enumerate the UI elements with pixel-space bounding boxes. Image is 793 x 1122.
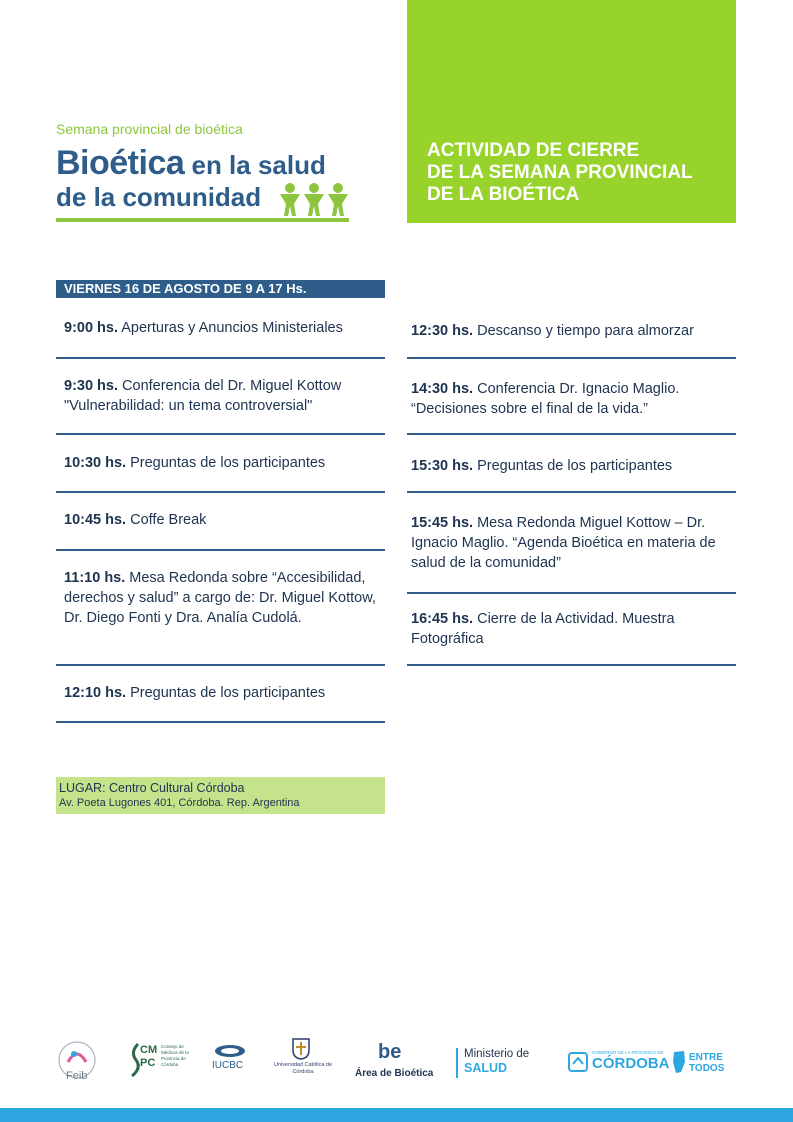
- schedule-item: 12:10 hs. Preguntas de los participantes: [64, 685, 326, 701]
- divider: [56, 357, 385, 359]
- cmpc-logo: CMPC Consejo de Médicos de la Provincia de Córdoba: [128, 1042, 188, 1082]
- schedule-item: 9:00 hs. Aperturas y Anuncios Ministeriales: [64, 320, 343, 336]
- divider: [56, 721, 385, 723]
- title-en-la-salud: en la salud: [184, 150, 326, 180]
- divider: [56, 549, 385, 551]
- venue-box: [56, 777, 385, 814]
- divider: [407, 433, 736, 435]
- schedule-item: 11:10 hs. Mesa Redonda sobre “Accesibilidad, derechos y salud” a cargo de: Dr. Miguel Kottow, Dr. Diego Fonti y Dra. Analía Cudolá.: [64, 570, 376, 626]
- area-bioetica-logo: be Área de Bioética: [355, 1041, 434, 1079]
- cordoba-shield-icon: [568, 1052, 588, 1072]
- ministerio-salud-logo: Ministerio de SALUD: [456, 1048, 540, 1078]
- divider: [407, 491, 736, 493]
- schedule-item: 15:30 hs. Preguntas de los participantes: [411, 458, 673, 474]
- schedule-item: 9:30 hs. Conferencia del Dr. Miguel Kottow "Vulnerabilidad: un tema controversial": [64, 378, 342, 414]
- ucc-logo: Universidad Católica de Córdoba: [270, 1038, 334, 1082]
- divider: [407, 592, 736, 594]
- divider: [407, 664, 736, 666]
- cordoba-logo: GOBIERNO DE LA PROVINCIA DE CÓRDOBA: [568, 1050, 668, 1080]
- sponsor-logos: [0, 1036, 793, 1086]
- schedule-item: 10:45 hs. Coffe Break: [64, 512, 207, 528]
- header-green-panel: [407, 0, 736, 223]
- divider: [56, 664, 385, 666]
- iucbc-logo: IUCBC: [210, 1044, 250, 1084]
- title-bioetica: Bioética: [56, 144, 185, 182]
- title-underline: [56, 218, 349, 222]
- footer-bar: [0, 1108, 793, 1122]
- divider: [407, 357, 736, 359]
- bioetica-mark: be: [378, 1041, 402, 1063]
- ucc-shield-icon: [292, 1038, 310, 1060]
- panel-title: ACTIVIDAD DE CIERRE DE LA SEMANA PROVINCIAL DE LA BIOÉTICA: [427, 140, 693, 205]
- community-people-icon: [278, 182, 350, 218]
- date-bar: VIERNES 16 DE AGOSTO DE 9 A 17 Hs.: [56, 280, 385, 298]
- schedule-item: 10:30 hs. Preguntas de los participantes: [64, 455, 326, 471]
- entre-todos-logo: ENTRE TODOS: [672, 1050, 732, 1080]
- iucbc-emblem-icon: [214, 1044, 246, 1058]
- schedule-item: 16:45 hs. Cierre de la Actividad. Muestra Fotográfica: [411, 611, 675, 647]
- cordoba-map-icon: [672, 1050, 686, 1074]
- divider: [56, 433, 385, 435]
- feib-logo: Feib: [54, 1040, 100, 1084]
- title-de-la-comunidad: de la comunidad: [56, 182, 262, 212]
- schedule-item: 14:30 hs. Conferencia Dr. Ignacio Maglio. “Decisiones sobre el final de la vida.”: [411, 381, 680, 417]
- event-subtitle: Semana provincial de bioética: [56, 121, 243, 137]
- venue-name: LUGAR: Centro Cultural Córdoba: [59, 781, 245, 795]
- schedule-item: 12:30 hs. Descanso y tiempo para almorzar: [411, 323, 694, 339]
- schedule-item: 15:45 hs. Mesa Redonda Miguel Kottow – Dr. Ignacio Maglio. “Agenda Bioética en materia de salud de la comunidad”: [411, 515, 716, 571]
- venue-address: Av. Poeta Lugones 401, Córdoba. Rep. Argentina: [59, 797, 300, 809]
- divider: [56, 491, 385, 493]
